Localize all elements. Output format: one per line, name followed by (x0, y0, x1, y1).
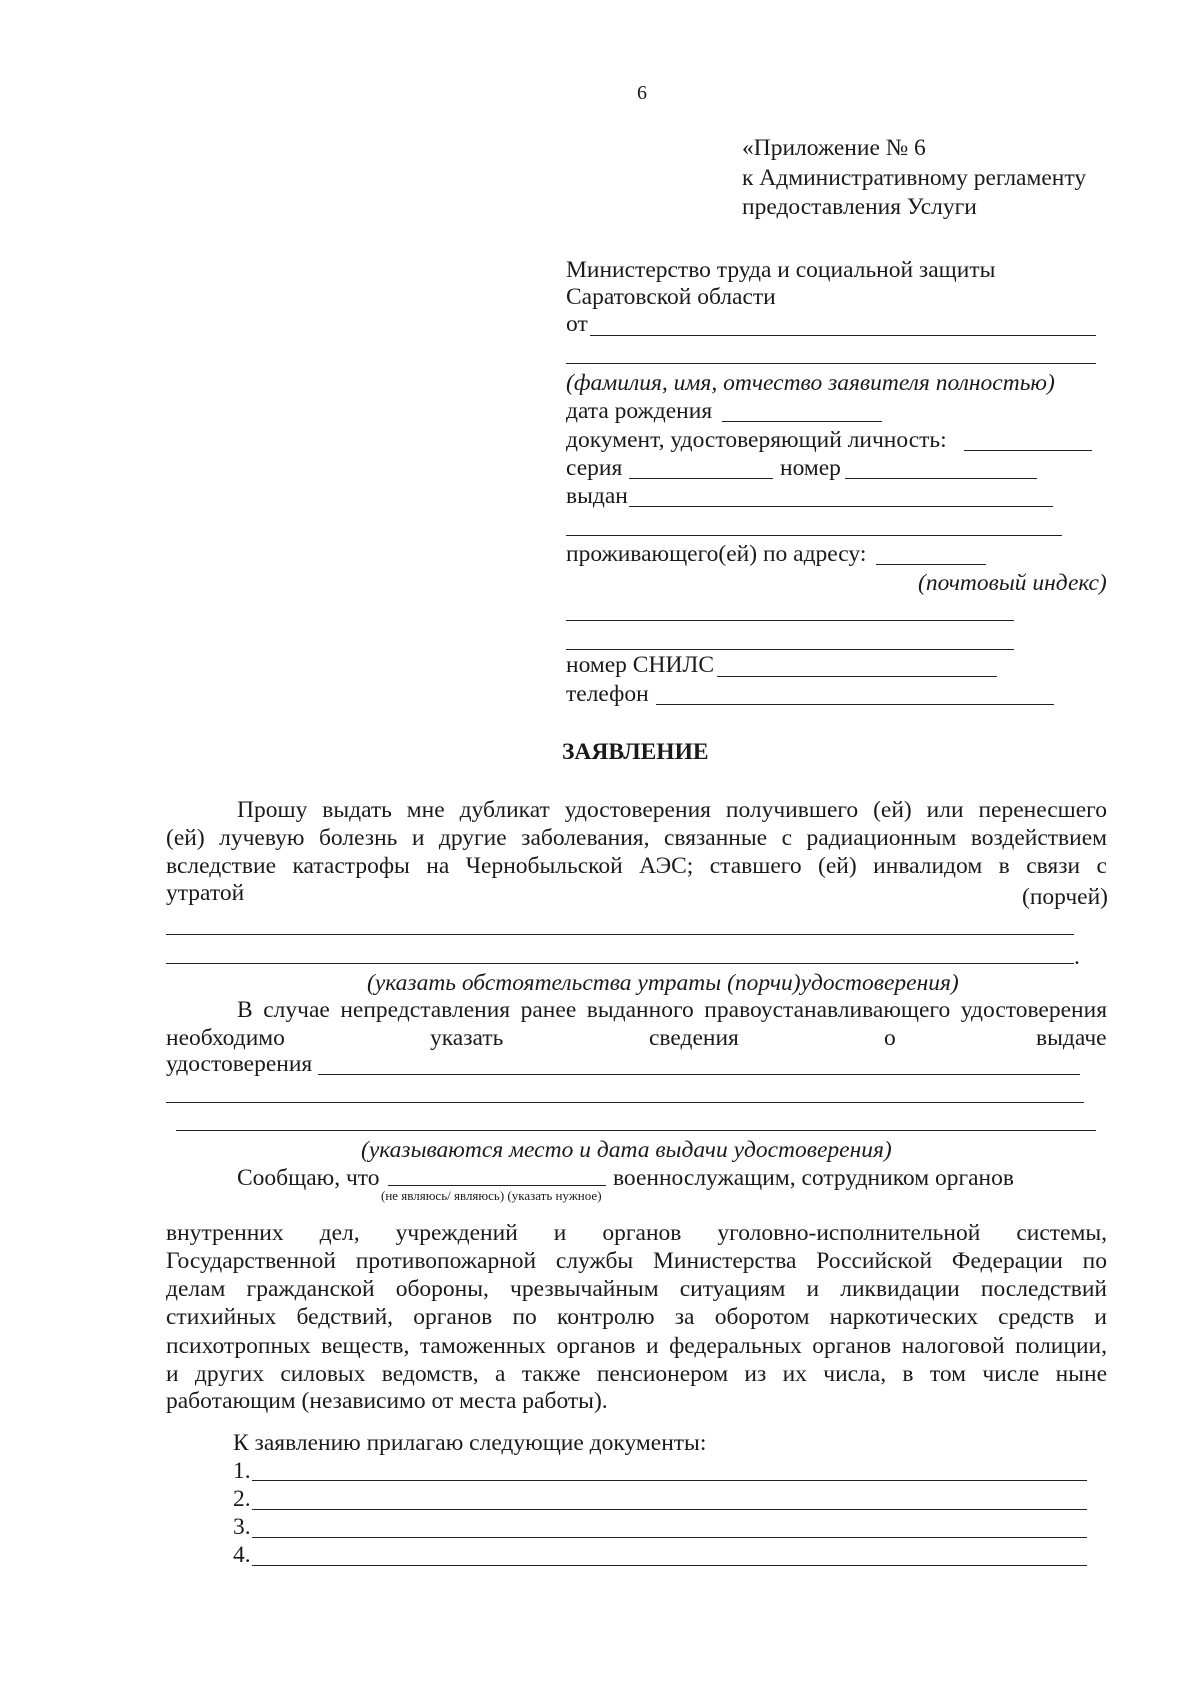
report-line-6: и других силовых ведомств, а также пенсионером из их числа, в том числе ныне (166, 1361, 1107, 1387)
attachment-field-3[interactable] (252, 1537, 1087, 1538)
missing-word-4: о (884, 1025, 896, 1051)
attachment-field-2[interactable] (252, 1509, 1087, 1510)
issued-field-continued[interactable] (566, 535, 1062, 536)
series-label: серия (566, 455, 623, 481)
birth-date-field[interactable] (722, 421, 882, 422)
circumstances-field-line-2[interactable] (166, 963, 1074, 964)
snils-field[interactable] (717, 676, 997, 677)
issue-details-hint: (указываются место и дата выдачи удостоверения) (361, 1137, 892, 1163)
missing-line-1: В случае непредставления ранее выданного правоустанавливающего удостоверения (237, 997, 1107, 1023)
missing-word-2: указать (430, 1025, 504, 1051)
issued-field[interactable] (629, 506, 1053, 507)
status-hint: (не являюсь/ являюсь) (указать нужное) (381, 1188, 602, 1203)
address-label: проживающего(ей) по адресу: (566, 541, 867, 567)
report-suffix: военнослужащим, сотрудником органов (613, 1165, 1014, 1191)
address-field-line-2[interactable] (566, 649, 1014, 650)
circumstances-field-line-1[interactable] (166, 934, 1074, 935)
document-title: ЗАЯВЛЕНИЕ (562, 739, 709, 765)
issue-details-field-line-2[interactable] (166, 1102, 1084, 1103)
postal-code-field[interactable] (876, 564, 986, 565)
attachment-number-1: 1. (233, 1458, 251, 1484)
report-line-5: психотропных веществ, таможенных органов и федеральных органов налоговой полиции, (166, 1333, 1107, 1359)
missing-word-3: сведения (649, 1025, 739, 1051)
phone-label: телефон (566, 681, 649, 707)
report-line-7: работающим (независимо от места работы). (166, 1388, 608, 1414)
missing-line-3: удостоверения (166, 1051, 313, 1077)
request-line-1: Прошу выдать мне дубликат удостоверения получившего (ей) или перенесшего (237, 797, 1107, 823)
id-document-field[interactable] (964, 450, 1092, 451)
appendix-line-1: «Приложение № 6 (742, 135, 926, 161)
page-number: 6 (637, 82, 647, 104)
addressee-line-1: Министерство труда и социальной защиты (566, 257, 996, 283)
request-line-4-right: (порчей) (1022, 884, 1108, 910)
number-field[interactable] (845, 478, 1037, 479)
report-line-1: внутренних дел, учреждений и органов уголовно-исполнительной системы, (166, 1220, 1107, 1246)
issue-details-field-line-3[interactable] (176, 1130, 1096, 1131)
missing-word-5: выдаче (1036, 1025, 1107, 1051)
missing-word-1: необходимо (166, 1025, 285, 1051)
request-line-4-left: утратой (166, 880, 245, 906)
from-field-continued[interactable] (566, 363, 1096, 364)
birth-date-label: дата рождения (566, 398, 713, 424)
attachment-field-4[interactable] (252, 1565, 1087, 1566)
from-label: от (566, 311, 588, 337)
attachment-number-2: 2. (233, 1486, 251, 1512)
issue-details-field[interactable] (318, 1074, 1080, 1075)
circumstances-hint: (указать обстоятельства утраты (порчи)удостоверения) (367, 970, 959, 996)
addressee-line-2: Саратовской области (566, 284, 776, 310)
request-line-3: вследствие катастрофы на Чернобыльской АЭС; ставшего (ей) инвалидом в связи с (166, 853, 1107, 879)
report-prefix: Сообщаю, что (237, 1165, 380, 1191)
circumstances-period: . (1074, 944, 1080, 970)
attachment-number-3: 3. (233, 1514, 251, 1540)
snils-label: номер СНИЛС (566, 652, 715, 678)
report-line-3: делам гражданской обороны, чрезвычайным ситуациям и ликвидации последствий (166, 1276, 1107, 1302)
attachments-intro: К заявлению прилагаю следующие документы: (233, 1430, 707, 1456)
report-line-2: Государственной противопожарной службы Министерства Российской Федерации по (166, 1248, 1107, 1274)
issued-label: выдан (566, 483, 628, 509)
report-line-4: стихийных бедствий, органов по контролю за оборотом наркотических средств и (166, 1304, 1107, 1330)
appendix-line-3: предоставления Услуги (742, 194, 977, 220)
address-field-line-1[interactable] (566, 620, 1014, 621)
from-field[interactable] (590, 335, 1096, 336)
name-hint: (фамилия, имя, отчество заявителя полностью) (566, 370, 1055, 396)
number-label: номер (780, 455, 841, 481)
series-field[interactable] (629, 478, 773, 479)
appendix-line-2: к Административному регламенту (742, 165, 1087, 191)
attachment-field-1[interactable] (252, 1480, 1087, 1481)
status-field[interactable] (388, 1185, 606, 1186)
postal-code-hint: (почтовый индекс) (918, 570, 1107, 596)
attachment-number-4: 4. (233, 1542, 251, 1568)
request-line-2: (ей) лучевую болезнь и другие заболевания, связанные с радиационным воздействием (166, 825, 1107, 851)
phone-field[interactable] (656, 704, 1054, 705)
id-document-label: документ, удостоверяющий личность: (566, 427, 947, 453)
